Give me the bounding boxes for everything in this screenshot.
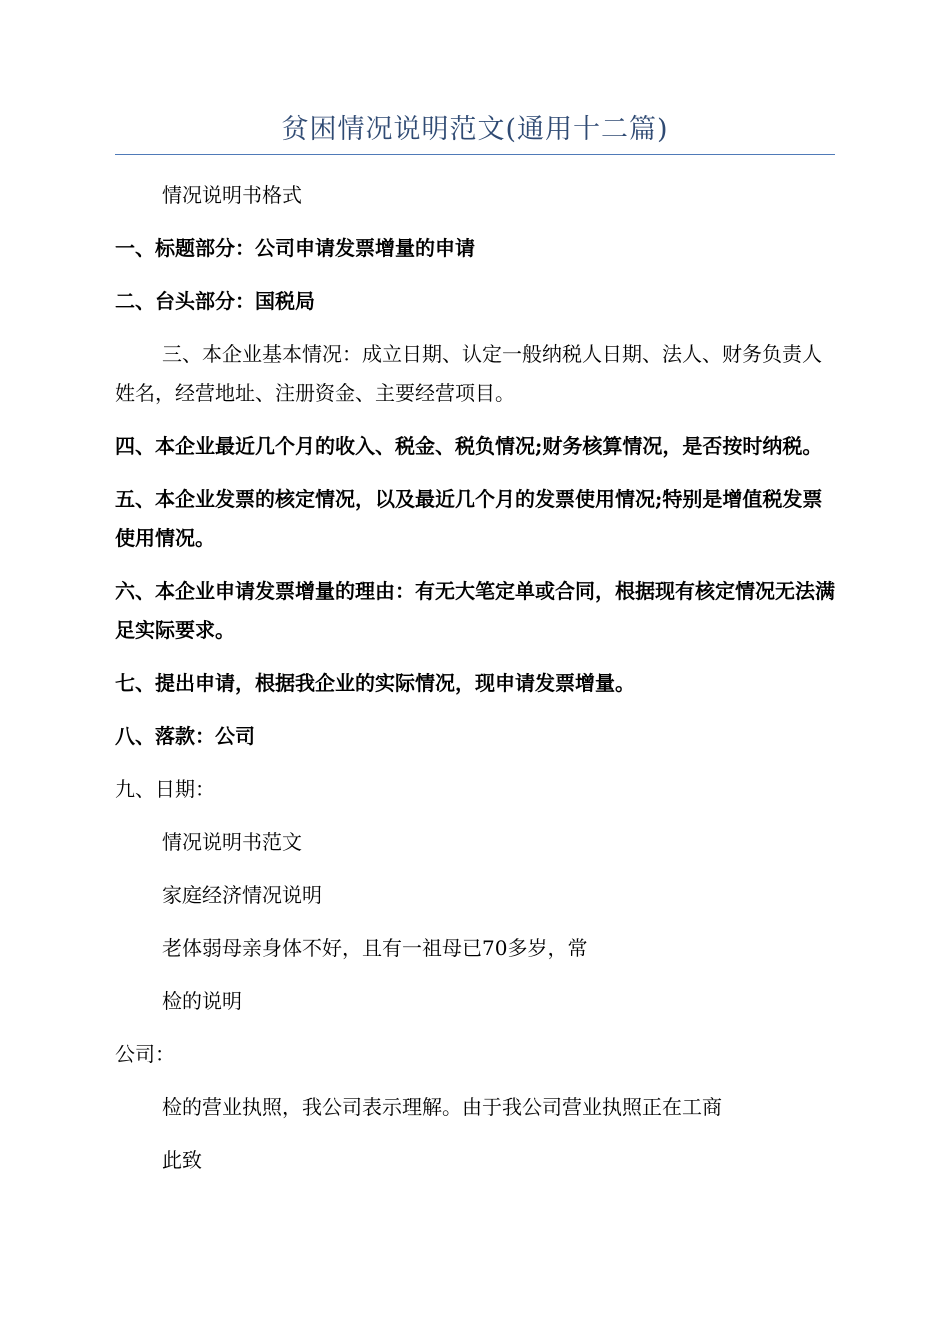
paragraph: 检的说明 — [162, 989, 242, 1013]
paragraph: 老体弱母亲身体不好，且有一祖母已70多岁，常 — [162, 936, 588, 960]
paragraph: 四、本企业最近几个月的收入、税金、税负情况;财务核算情况，是否按时纳税。 — [115, 434, 823, 458]
paragraph: 此致 — [162, 1148, 202, 1172]
paragraph: 情况说明书格式 — [162, 183, 302, 207]
paragraph: 二、台头部分：国税局 — [115, 289, 315, 313]
paragraph: 八、落款：公司 — [115, 724, 255, 748]
paragraph: 七、提出申请，根据我企业的实际情况，现申请发票增量。 — [115, 671, 635, 695]
paragraph: 检的营业执照，我公司表示理解。由于我公司营业执照正在工商 — [162, 1095, 722, 1119]
paragraph: 公司： — [115, 1042, 175, 1066]
paragraph: 一、标题部分：公司申请发票增量的申请 — [115, 236, 475, 260]
paragraph: 五、本企业发票的核定情况，以及最近几个月的发票使用情况;特别是增值税发票使用情况。 — [115, 487, 823, 550]
document-body — [115, 176, 835, 1180]
paragraph: 三、本企业基本情况：成立日期、认定一般纳税人日期、法人、财务负责人姓名，经营地址、注册资金、主要经营项目。 — [115, 342, 822, 405]
paragraph: 九、日期： — [115, 777, 215, 801]
paragraph: 六、本企业申请发票增量的理由：有无大笔定单或合同，根据现有核定情况无法满足实际要求。 — [115, 579, 835, 642]
paragraph: 家庭经济情况说明 — [162, 883, 322, 907]
title-underline — [115, 154, 835, 155]
document-title: 贫困情况说明范文(通用十二篇) — [281, 114, 669, 145]
paragraph: 情况说明书范文 — [162, 830, 302, 854]
document-page — [115, 110, 835, 1194]
